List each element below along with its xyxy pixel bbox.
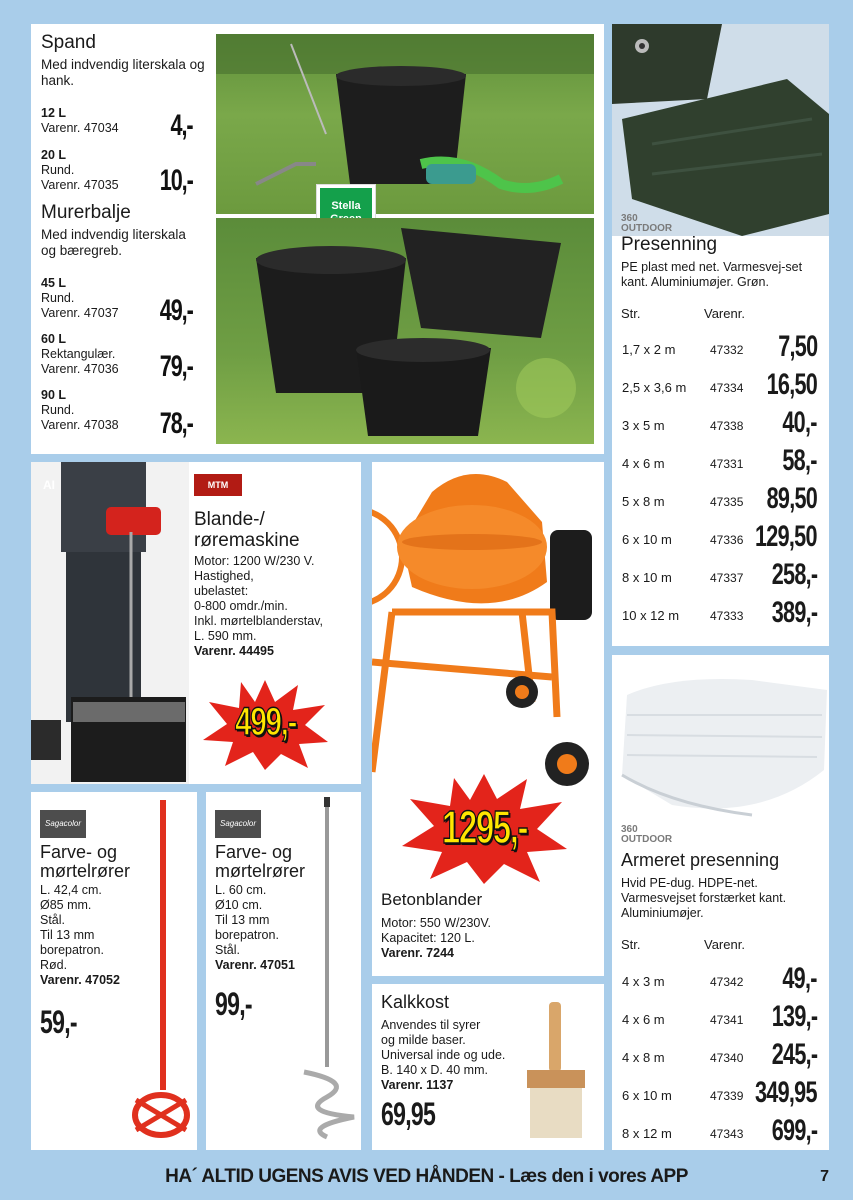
footer-text (0, 1166, 853, 1188)
brand-360-outdoor: 360 OUTDOOR (621, 213, 673, 234)
desc-line: 0-800 omdr./min. (194, 599, 288, 613)
mixer-person-illustration (31, 462, 189, 784)
stella-green-logo: Stella (320, 188, 372, 238)
murerbalje-price-60l: 79,- (160, 350, 193, 383)
tarp-green-illustration (612, 24, 829, 236)
item-detail: Rund. (41, 403, 75, 417)
murerbalje-price-45l: 49,- (160, 294, 193, 327)
kalk-title: Kalkkost (381, 992, 450, 1012)
table-row: 4 x 6 m 47331 58,- (622, 444, 817, 477)
presenning-desc: PE plast med net. Varmesvej-set kant. Aluminiumøjer. Grøn. (621, 260, 803, 289)
spand-price-20l: 10,- (160, 164, 193, 197)
blande-varenr: Varenr. 44495 (194, 644, 274, 658)
desc-line: Varmesvejset forstærket kant. (621, 891, 787, 905)
blande-title-2: røremaskine (194, 530, 300, 551)
farve1-varenr: Varenr. 47052 (40, 973, 120, 987)
spand-panel (31, 24, 604, 454)
table-row: 4 x 8 m 47340 245,- (622, 1038, 817, 1071)
armeret-col-varenr: Varenr. (704, 937, 745, 952)
presenning-table (612, 330, 829, 634)
murerbalje-title: Murerbalje (41, 202, 131, 223)
al-tag: AI (43, 478, 55, 492)
murerbalje-item-45l (41, 276, 119, 321)
armeret-col-size: Str. (621, 937, 641, 952)
desc-line: Aluminiumøjer. (621, 906, 704, 920)
presenning-photo (612, 24, 829, 236)
brush-illustration (522, 1002, 592, 1142)
table-row: 8 x 10 m 47337 258,- (622, 558, 817, 591)
beton-price-starburst (402, 774, 567, 884)
sagacolor-logo: Sagacolor (40, 810, 86, 838)
item-detail: Rektangulær. (41, 347, 116, 361)
desc-line: Rød. (40, 958, 68, 972)
farve1-title-1: Farve- og (40, 842, 118, 862)
desc-line: Kapacitet: 120 L. (381, 931, 475, 945)
footer-text-bold: HA´ ALTID UGENS AVIS VED HÅNDEN (165, 1166, 494, 1187)
table-row: 8 x 12 m 47343 699,- (622, 1114, 817, 1147)
blande-title-1: Blande-/ (194, 509, 265, 530)
desc-line: og milde baser. (381, 1033, 466, 1047)
farve2-varenr: Varenr. 47051 (215, 958, 295, 972)
spand-desc: Med indvendig literskala og hank. (41, 57, 205, 88)
item-size: 90 L (41, 388, 67, 402)
item-detail: Rund. (41, 291, 75, 305)
tarp-white-illustration (612, 655, 829, 825)
beton-title: Betonblander (381, 890, 483, 909)
kalk-price: 69,95 (381, 1096, 436, 1132)
item-varenr: Varenr. 47034 (41, 121, 119, 135)
beton-varenr: Varenr. 7244 (381, 946, 454, 960)
table-row: 10 x 12 m 47333 389,- (622, 596, 817, 629)
item-size: 60 L (41, 332, 67, 346)
murerbalje-item-60l (41, 332, 119, 377)
item-size: 20 L (41, 148, 67, 162)
page-number: 7 (820, 1168, 829, 1185)
red-mixer-paddle-illustration (131, 800, 191, 1140)
desc-line: Stål. (40, 913, 66, 927)
desc-line: Motor: 1200 W/230 V. (194, 554, 315, 568)
beton-photo (372, 462, 604, 792)
farve1-price: 59,- (40, 1004, 77, 1040)
cement-mixer-illustration (372, 462, 604, 792)
item-varenr: Varenr. 47036 (41, 362, 119, 376)
spand-price-12l: 4,- (171, 109, 193, 142)
desc-line: L. 42,4 cm. (40, 883, 102, 897)
table-row: 4 x 6 m 47341 139,- (622, 1000, 817, 1033)
kalk-varenr: Varenr. 1137 (381, 1078, 454, 1092)
presenning-col-varenr: Varenr. (704, 306, 745, 321)
desc-line: Ø85 mm. (40, 898, 92, 912)
table-row: 1,7 x 2 m 47332 7,50 (622, 330, 817, 363)
footer (0, 1160, 853, 1200)
desc-line: borepatron. (215, 928, 279, 942)
footer-text-rest: - Læs den i vores APP (493, 1166, 688, 1187)
item-size: 45 L (41, 276, 67, 290)
steel-mixer-paddle-illustration (294, 797, 364, 1142)
armeret-photo (612, 655, 829, 825)
farve2-title-2: mørtelrører (215, 861, 305, 881)
murerbalje-item-90l (41, 388, 119, 433)
spand-photo (216, 34, 594, 214)
desc-line: Stål. (215, 943, 241, 957)
item-varenr: Varenr. 47038 (41, 418, 119, 432)
desc-line: L. 60 cm. (215, 883, 267, 897)
murerbalje-desc: Med indvendig literskala og bæregreb. (41, 227, 186, 258)
desc-line: Hvid PE-dug. HDPE-net. (621, 876, 758, 890)
table-row: 2,5 x 3,6 m 47334 16,50 (622, 368, 817, 401)
farve1-title-2: mørtelrører (40, 861, 130, 881)
beton-desc (381, 916, 491, 961)
farve2-price: 99,- (215, 986, 252, 1022)
sagacolor-logo: Sagacolor (215, 810, 261, 838)
desc-line: ubelastet: (194, 584, 249, 598)
blande-photo (31, 462, 189, 784)
desc-line: B. 140 x D. 40 mm. (381, 1063, 488, 1077)
murerbalje-text (41, 202, 216, 259)
kalk-desc (381, 1018, 505, 1093)
desc-line: Til 13 mm (40, 928, 95, 942)
farve2-desc (215, 883, 295, 973)
farve1-panel (31, 792, 197, 1150)
table-row: 3 x 5 m 47338 40,- (622, 406, 817, 439)
table-row: 4 x 3 m 47342 49,- (622, 962, 817, 995)
item-detail: Rund. (41, 163, 75, 177)
farve2-title-1: Farve- og (215, 842, 293, 862)
desc-line: L. 590 mm. (194, 629, 257, 643)
item-size: 12 L (41, 106, 67, 120)
armeret-title: Armeret presenning (621, 850, 780, 870)
desc-line: Universal inde og ude. (381, 1048, 506, 1062)
beton-panel (372, 462, 604, 976)
table-row: 6 x 10 m 47339 349,95 (622, 1076, 817, 1109)
desc-line: Hastighed, (194, 569, 254, 583)
presenning-panel (612, 24, 829, 646)
farve1-desc (40, 883, 120, 988)
bucket-illustration (216, 34, 594, 214)
blande-price: 499,- (235, 700, 296, 744)
table-row: 6 x 10 m 47336 129,50 (622, 520, 817, 553)
spand-title: Spand (41, 32, 96, 53)
desc-line: Anvendes til syrer (381, 1018, 481, 1032)
item-varenr: Varenr. 47037 (41, 306, 119, 320)
blande-panel (31, 462, 361, 784)
armeret-panel (612, 655, 829, 1150)
armeret-table (612, 962, 829, 1150)
murerbalje-photo (216, 218, 594, 444)
blande-desc (194, 554, 359, 659)
armeret-desc (621, 876, 786, 921)
beton-price: 1295,- (441, 801, 528, 853)
tubs-illustration (216, 218, 594, 444)
desc-line: Motor: 550 W/230V. (381, 916, 492, 930)
table-row: 5 x 8 m 47335 89,50 (622, 482, 817, 515)
presenning-col-size: Str. (621, 306, 641, 321)
desc-line: Ø10 cm. (215, 898, 263, 912)
farve2-panel (206, 792, 361, 1150)
desc-line: Til 13 mm (215, 913, 270, 927)
spand-text (41, 32, 216, 89)
item-varenr: Varenr. 47035 (41, 178, 119, 192)
desc-line: borepatron. (40, 943, 104, 957)
blande-brand-logo: MTM (194, 474, 242, 496)
murerbalje-price-90l: 78,- (160, 407, 193, 440)
blande-price-starburst (203, 680, 328, 770)
desc-line: Inkl. mørtelblanderstav, (194, 614, 323, 628)
kalk-panel (372, 984, 604, 1150)
brand-360-outdoor: 360 OUTDOOR (621, 824, 673, 845)
presenning-title: Presenning (621, 234, 718, 255)
